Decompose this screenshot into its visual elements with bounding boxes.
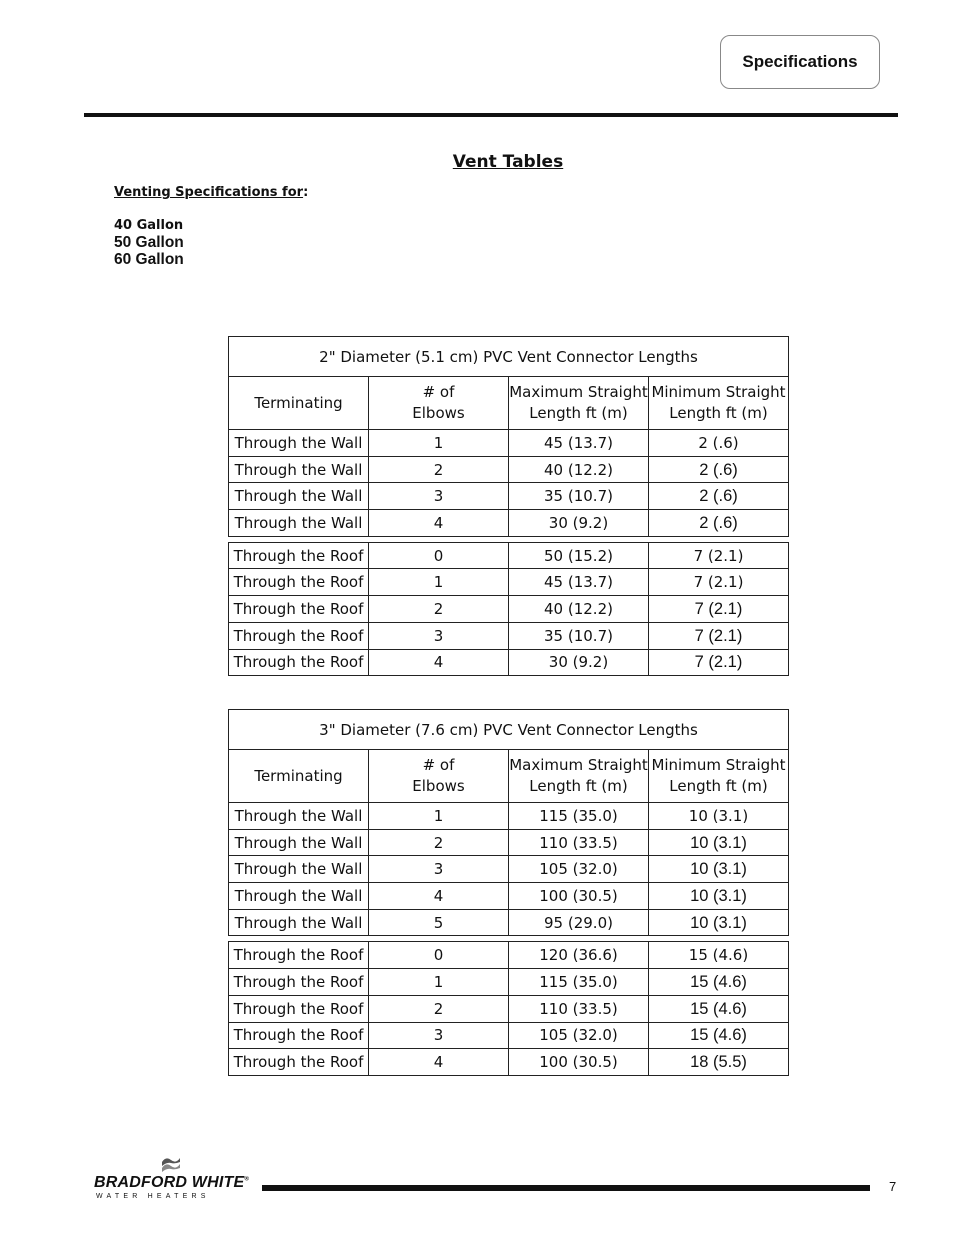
table-cell: Through the Roof: [229, 649, 369, 676]
table-cell: 40 (12.2): [509, 596, 649, 623]
table-cell: 2: [369, 596, 509, 623]
table-row: [229, 829, 789, 856]
column-header: # of Elbows: [369, 750, 509, 803]
venting-spec-label: [114, 185, 308, 200]
table-row: [229, 649, 789, 676]
venting-spec-colon: :: [303, 185, 309, 200]
column-header: Minimum Straight Length ft (m): [649, 750, 789, 803]
column-header: # of Elbows: [369, 377, 509, 430]
table-cell: 40 (12.2): [509, 456, 649, 483]
table-cell: 3: [369, 1022, 509, 1049]
column-header: Terminating: [229, 750, 369, 803]
table-caption-row: [229, 337, 789, 377]
table-cell: 1: [369, 569, 509, 596]
table-cell: Through the Roof: [229, 942, 369, 969]
table-caption: 3" Diameter (7.6 cm) PVC Vent Connector Lengths: [229, 710, 789, 750]
table-cell: 4: [369, 883, 509, 910]
page-number: 7: [889, 1179, 897, 1194]
header-rule: [84, 113, 898, 117]
table-cell: 10 (3.1): [649, 883, 789, 910]
table-cell: 0: [369, 542, 509, 569]
table-cell: 2: [369, 456, 509, 483]
table-header-row: [229, 750, 789, 803]
table-row: [229, 596, 789, 623]
table-cell: 30 (9.2): [509, 510, 649, 537]
column-header: Maximum Straight Length ft (m): [509, 750, 649, 803]
table-cell: 2: [369, 995, 509, 1022]
table-row: [229, 430, 789, 457]
table-cell: Through the Roof: [229, 569, 369, 596]
table-cell: 105 (32.0): [509, 1022, 649, 1049]
table-row: [229, 1022, 789, 1049]
page-title: Vent Tables: [452, 152, 564, 172]
table-row: [229, 1049, 789, 1076]
table-cell: Through the Wall: [229, 883, 369, 910]
table-cell: Through the Wall: [229, 456, 369, 483]
table-cell: 35 (10.7): [509, 622, 649, 649]
table-cell: 45 (13.7): [509, 430, 649, 457]
table-cell: 2 (.6): [649, 510, 789, 537]
table-cell: 110 (33.5): [509, 995, 649, 1022]
table-cell: 3: [369, 622, 509, 649]
table-row: [229, 542, 789, 569]
table-row: [229, 483, 789, 510]
table-cell: 45 (13.7): [509, 569, 649, 596]
table-cell: 1: [369, 430, 509, 457]
table-cell: 15 (4.6): [649, 969, 789, 996]
table-cell: Through the Roof: [229, 542, 369, 569]
table-cell: Through the Wall: [229, 909, 369, 936]
table-row: [229, 803, 789, 830]
table-row: [229, 856, 789, 883]
table-cell: Through the Roof: [229, 1049, 369, 1076]
table-cell: 7 (2.1): [649, 596, 789, 623]
table-cell: 4: [369, 649, 509, 676]
table-cell: Through the Wall: [229, 803, 369, 830]
table-row: [229, 510, 789, 537]
table-cell: 1: [369, 969, 509, 996]
table-cell: 7 (2.1): [649, 649, 789, 676]
table-cell: Through the Roof: [229, 995, 369, 1022]
gallon-60: 60 Gallon: [114, 251, 184, 268]
vent-table-2in: [228, 336, 789, 676]
table-cell: Through the Wall: [229, 829, 369, 856]
table-cell: 30 (9.2): [509, 649, 649, 676]
table-cell: 105 (32.0): [509, 856, 649, 883]
table-cell: 10 (3.1): [649, 856, 789, 883]
table-cell: 2 (.6): [649, 483, 789, 510]
table-cell: 3: [369, 856, 509, 883]
table-cell: 50 (15.2): [509, 542, 649, 569]
table-cell: 0: [369, 942, 509, 969]
table-row: [229, 622, 789, 649]
table-cell: Through the Roof: [229, 1022, 369, 1049]
logo-text: [94, 1174, 249, 1192]
table-row: [229, 995, 789, 1022]
table-cell: 18 (5.5): [649, 1049, 789, 1076]
table-cell: 110 (33.5): [509, 829, 649, 856]
logo-subtitle: WATER HEATERS: [96, 1193, 210, 1200]
table-cell: Through the Roof: [229, 622, 369, 649]
flame-wave-icon: [160, 1154, 182, 1176]
table-cell: 100 (30.5): [509, 883, 649, 910]
table-cell: 15 (4.6): [649, 1022, 789, 1049]
table-cell: Through the Wall: [229, 856, 369, 883]
table-cell: 7 (2.1): [649, 622, 789, 649]
table-cell: 4: [369, 1049, 509, 1076]
table-cell: 120 (36.6): [509, 942, 649, 969]
table-cell: Through the Wall: [229, 483, 369, 510]
table-cell: 10 (3.1): [649, 829, 789, 856]
table-cell: 115 (35.0): [509, 969, 649, 996]
table-cell: 7 (2.1): [649, 542, 789, 569]
table-cell: 3: [369, 483, 509, 510]
table-row: [229, 456, 789, 483]
vent-table-3in: [228, 709, 789, 1076]
table-row: [229, 942, 789, 969]
table-cell: 15 (4.6): [649, 995, 789, 1022]
table-cell: 7 (2.1): [649, 569, 789, 596]
table-cell: 15 (4.6): [649, 942, 789, 969]
logo-registered: ®: [244, 1176, 249, 1183]
table-caption-row: [229, 710, 789, 750]
table-cell: 2: [369, 829, 509, 856]
table-cell: Through the Wall: [229, 510, 369, 537]
table-row: [229, 969, 789, 996]
table-cell: Through the Wall: [229, 430, 369, 457]
gallon-50: 50 Gallon: [114, 234, 184, 251]
logo-brand: BRADFORD WHITE: [94, 1174, 245, 1191]
table-cell: 2 (.6): [649, 430, 789, 457]
table-caption: 2" Diameter (5.1 cm) PVC Vent Connector Lengths: [229, 337, 789, 377]
table-cell: 2 (.6): [649, 456, 789, 483]
bradford-white-logo: [94, 1154, 254, 1204]
table-cell: 95 (29.0): [509, 909, 649, 936]
table-cell: 10 (3.1): [649, 803, 789, 830]
column-header: Minimum Straight Length ft (m): [649, 377, 789, 430]
table-row: [229, 909, 789, 936]
table-header-row: [229, 377, 789, 430]
table-cell: 4: [369, 510, 509, 537]
table-row: [229, 883, 789, 910]
column-header: Maximum Straight Length ft (m): [509, 377, 649, 430]
table-cell: 35 (10.7): [509, 483, 649, 510]
column-header: Terminating: [229, 377, 369, 430]
table-cell: 1: [369, 803, 509, 830]
table-cell: 5: [369, 909, 509, 936]
table-cell: Through the Roof: [229, 969, 369, 996]
gallon-40: 40 Gallon: [114, 218, 184, 233]
table-cell: 10 (3.1): [649, 909, 789, 936]
footer-rule: [262, 1185, 870, 1191]
table-cell: 115 (35.0): [509, 803, 649, 830]
table-cell: Through the Roof: [229, 596, 369, 623]
table-cell: 100 (30.5): [509, 1049, 649, 1076]
table-row: [229, 569, 789, 596]
specifications-tab: Specifications: [720, 35, 880, 89]
venting-spec-label-text: Venting Specifications for: [114, 185, 304, 200]
